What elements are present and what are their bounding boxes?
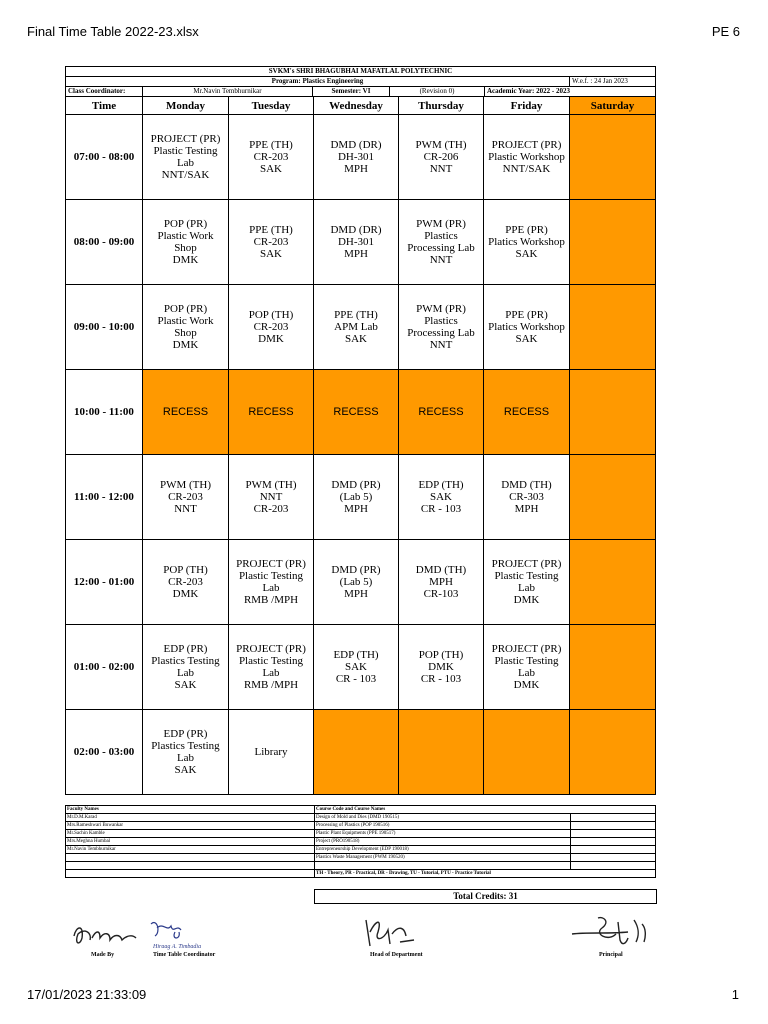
cell-text: SAK [429, 491, 452, 503]
cell-text: DMD (PR) [331, 479, 381, 491]
time-slot: 02:00 - 03:00 [66, 710, 143, 795]
table-row [66, 285, 656, 370]
cell-text: MPH [344, 248, 368, 260]
cell-text: Plastics [424, 230, 458, 242]
cell-text: PROJECT (PR) [491, 139, 562, 151]
course-name: Plastic Plant Equipments (PPE 190517) [315, 830, 571, 838]
signature-block [0, 910, 768, 970]
class-cell [484, 285, 570, 370]
cell-text: SAK [174, 764, 197, 776]
class-cell [484, 455, 570, 540]
cell-text: Platics Workshop [488, 236, 565, 248]
cell-text: Processing Lab [407, 327, 475, 339]
cell-text: Plastics [424, 315, 458, 327]
column-header-friday: Friday [484, 97, 570, 115]
class-cell [229, 455, 314, 540]
cell-text: CR - 103 [335, 673, 377, 685]
class-cell [399, 625, 484, 710]
recess-cell: RECESS [399, 370, 484, 455]
table-row [66, 115, 656, 200]
cell-text: PPE (PR) [505, 224, 548, 236]
cell-text: Lab [176, 157, 195, 169]
institute-name: SVKM's SHRI BHAGUBHAI MAFATLAL POLYTECHNIC [66, 67, 656, 77]
faculty-name: Mr.Navin Tembhurnikar [66, 846, 315, 854]
cell-text: DH-301 [337, 151, 375, 163]
coordinator-label-sig: Time Table Coordinator [153, 952, 216, 958]
class-cell [314, 200, 399, 285]
class-cell [399, 455, 484, 540]
cell-text: (Lab 5) [339, 491, 373, 503]
cell-text: Shop [174, 327, 197, 339]
cell-text: DMD (PR) [331, 564, 381, 576]
column-header-tuesday: Tuesday [229, 97, 314, 115]
cell-text: NNT [429, 339, 453, 351]
cell-text: PPE (TH) [249, 224, 293, 236]
cell-text: Plastic Testing [238, 570, 304, 582]
class-cell [399, 285, 484, 370]
cell-text: PPE (PR) [505, 309, 548, 321]
class-cell [399, 540, 484, 625]
saturday-cell [570, 200, 656, 285]
made-by-signature-icon [70, 918, 140, 950]
saturday-cell [570, 285, 656, 370]
cell-text: DMK [513, 679, 540, 691]
coordinator-signature-icon [147, 914, 227, 950]
document-filename: Final Time Table 2022-23.xlsx [27, 24, 199, 39]
cell-text: DMK [428, 661, 454, 673]
cell-text: Plastics Testing [151, 740, 220, 752]
cell-text: Library [254, 746, 288, 758]
coordinator-label: Class Coordinator: [66, 87, 143, 97]
class-cell [229, 540, 314, 625]
footer-cell [571, 838, 656, 846]
cell-text: PROJECT (PR) [150, 133, 221, 145]
class-cell [484, 625, 570, 710]
cell-text: CR-303 [509, 491, 544, 503]
cell-text: DMK [258, 333, 284, 345]
cell-text: CR-103 [423, 588, 459, 600]
course-name: Plastics Waste Management (PWM 190520) [315, 854, 571, 862]
cell-text: SAK [344, 333, 367, 345]
footer-cell [571, 822, 656, 830]
class-cell [484, 710, 570, 795]
coordinator-sig-name: Hiraag A. Timbadia [153, 944, 202, 950]
cell-text: RMB /MPH [243, 679, 299, 691]
cell-text: Shop [174, 242, 197, 254]
timetable-grid [65, 96, 656, 795]
cell-text: EDP (PR) [163, 728, 208, 740]
cell-text: DMK [172, 254, 199, 266]
class-cell [399, 710, 484, 795]
cell-text: PWM (TH) [245, 479, 297, 491]
saturday-cell [570, 625, 656, 710]
cell-text: PROJECT (PR) [491, 558, 562, 570]
class-cell [229, 285, 314, 370]
course-title: Course Code and Course Names [315, 806, 656, 814]
cell-text: DMD (DR) [330, 224, 382, 236]
course-name: Processing of Plastics (POP 190516) [315, 822, 571, 830]
cell-text: Lab [517, 667, 536, 679]
cell-text: POP (PR) [163, 303, 208, 315]
class-cell [143, 710, 229, 795]
cell-text: EDP (TH) [333, 649, 379, 661]
saturday-cell [570, 455, 656, 540]
saturday-cell [570, 540, 656, 625]
class-cell [143, 455, 229, 540]
class-cell [314, 115, 399, 200]
cell-text: Lab [262, 582, 280, 594]
footer-cell [571, 830, 656, 838]
faculty-title: Faculty Names [66, 806, 315, 814]
table-row [66, 370, 656, 455]
column-header-saturday: Saturday [570, 97, 656, 115]
footer-row [66, 838, 656, 846]
cell-text: APM Lab [334, 321, 378, 333]
header-table [65, 66, 656, 97]
cell-text: PROJECT (PR) [236, 558, 306, 570]
course-name: Project (PRO190518) [315, 838, 571, 846]
cell-text: NNT/SAK [502, 163, 551, 175]
column-header-wednesday: Wednesday [314, 97, 399, 115]
footer-row [66, 822, 656, 830]
faculty-name: Mr.D.M.Karad [66, 814, 315, 822]
cell-text: Platics Workshop [488, 321, 565, 333]
total-credits: Total Credits: 31 [314, 889, 657, 904]
cell-text: SAK [515, 333, 538, 345]
footer-section [65, 805, 655, 901]
saturday-cell [570, 115, 656, 200]
cell-text: DMD (TH) [501, 479, 552, 491]
recess-cell: RECESS [314, 370, 399, 455]
cell-text: SAK [174, 679, 197, 691]
cell-text: SAK [259, 163, 282, 175]
cell-text: Lab [262, 667, 280, 679]
print-timestamp: 17/01/2023 21:33:09 [27, 987, 147, 1002]
made-by-label: Made By [91, 952, 115, 958]
cell-text: Lab [176, 752, 195, 764]
cell-text: Plastic Work [157, 315, 214, 327]
saturday-cell [570, 710, 656, 795]
class-cell [229, 115, 314, 200]
class-cell [143, 540, 229, 625]
cell-text: CR-203 [168, 491, 203, 503]
column-header-monday: Monday [143, 97, 229, 115]
cell-text: CR-203 [253, 321, 289, 333]
table-row [66, 625, 656, 710]
class-cell [484, 540, 570, 625]
cell-text: Lab [517, 582, 536, 594]
footer-cell [571, 814, 656, 822]
footer-row [66, 870, 656, 878]
class-cell [143, 200, 229, 285]
time-slot: 10:00 - 11:00 [66, 370, 143, 455]
cell-text: PWM (PR) [416, 218, 466, 230]
footer-row [66, 806, 656, 814]
class-cell [229, 625, 314, 710]
footer-cell [571, 854, 656, 862]
class-cell [314, 540, 399, 625]
class-cell [229, 710, 314, 795]
cell-text: CR-203 [253, 236, 289, 248]
cell-text: CR-203 [253, 151, 289, 163]
faculty-name [66, 854, 315, 862]
cell-text: NNT [429, 163, 453, 175]
cell-text: Plastic Testing [494, 655, 559, 667]
class-cell [484, 200, 570, 285]
cell-text: MPH [344, 163, 368, 175]
cell-text: Plastics Testing [151, 655, 220, 667]
academic-year: Academic Year: 2022 - 2023 [485, 87, 656, 97]
cell-text: Processing Lab [407, 242, 475, 254]
course-name: Entrepreneurship Development (EDP 190018) [315, 846, 571, 854]
page-label: PE 6 [711, 24, 740, 39]
cell-text: PWM (PR) [416, 303, 466, 315]
footer-cell [315, 862, 571, 870]
cell-text: CR-203 [253, 503, 289, 515]
cell-text: Lab [176, 667, 195, 679]
cell-text: MPH [344, 503, 368, 515]
cell-text: MPH [429, 576, 453, 588]
cell-text: DMK [172, 588, 199, 600]
footer-cell [571, 862, 656, 870]
cell-text: EDP (TH) [418, 479, 464, 491]
cell-text: NNT [429, 254, 453, 266]
course-faculty-table [65, 805, 656, 878]
footer-row [66, 854, 656, 862]
cell-text: NNT [174, 503, 197, 515]
cell-text: PPE (TH) [334, 309, 378, 321]
page-number: 1 [731, 987, 739, 1002]
cell-text: Plastic Workshop [488, 151, 565, 163]
table-row [66, 540, 656, 625]
cell-text: CR-206 [423, 151, 459, 163]
time-slot: 08:00 - 09:00 [66, 200, 143, 285]
column-header-thursday: Thursday [399, 97, 484, 115]
column-header-time: Time [66, 97, 143, 115]
hod-signature-icon [360, 912, 420, 950]
cell-text: NNT [259, 491, 283, 503]
recess-cell: RECESS [143, 370, 229, 455]
program-name: Program: Plastics Engineering [66, 77, 570, 87]
time-slot: 09:00 - 10:00 [66, 285, 143, 370]
footer-row [66, 846, 656, 854]
cell-text: Plastic Testing [238, 655, 304, 667]
footer-row [66, 830, 656, 838]
cell-text: PPE (TH) [249, 139, 293, 151]
footer-cell [66, 862, 315, 870]
cell-text: DMD (TH) [415, 564, 467, 576]
cell-text: MPH [344, 588, 368, 600]
class-cell [399, 115, 484, 200]
cell-text: EDP (PR) [163, 643, 208, 655]
cell-text: POP (TH) [163, 564, 208, 576]
table-row [66, 200, 656, 285]
class-cell [143, 625, 229, 710]
footer-row [66, 862, 656, 870]
cell-text: SAK [259, 248, 282, 260]
cell-text: CR - 103 [420, 673, 462, 685]
saturday-cell [570, 370, 656, 455]
class-cell [314, 285, 399, 370]
cell-text: Plastic Testing [494, 570, 559, 582]
cell-text: CR-203 [168, 576, 203, 588]
revision: (Revision 0) [390, 87, 485, 97]
cell-text: Plastic Work [157, 230, 214, 242]
cell-text: PWM (TH) [159, 479, 212, 491]
faculty-name: Mrs.Meghna Humbal [66, 838, 315, 846]
course-name: Design of Mold and Dies (DMD 190515) [315, 814, 571, 822]
recess-cell: RECESS [484, 370, 570, 455]
coordinator-name: Mr.Navin Tembhurnikar [143, 87, 313, 97]
legend: TH - Theory, PR - Practical, DR - Drawing, TU - Tutorial, PTU - Practice Tutorial [315, 870, 656, 878]
class-cell [399, 200, 484, 285]
footer-cell [571, 846, 656, 854]
time-slot: 07:00 - 08:00 [66, 115, 143, 200]
faculty-name: Mr.Sachin Kamble [66, 830, 315, 838]
class-cell [314, 625, 399, 710]
hod-label: Head of Department [370, 952, 423, 958]
cell-text: NNT/SAK [161, 169, 210, 181]
cell-text: DMD (DR) [330, 139, 382, 151]
cell-text: POP (PR) [163, 218, 208, 230]
cell-text: POP (TH) [418, 649, 464, 661]
cell-text: DH-301 [337, 236, 375, 248]
recess-cell: RECESS [229, 370, 314, 455]
semester: Semester: VI [313, 87, 390, 97]
cell-text: (Lab 5) [339, 576, 373, 588]
time-slot: 01:00 - 02:00 [66, 625, 143, 710]
faculty-name: Mrs.Rameshwari Buwankar [66, 822, 315, 830]
cell-text: CR - 103 [420, 503, 462, 515]
footer-cell [66, 870, 315, 878]
class-cell [314, 455, 399, 540]
cell-text: PROJECT (PR) [236, 643, 306, 655]
cell-text: POP (TH) [248, 309, 294, 321]
class-cell [484, 115, 570, 200]
class-cell [143, 115, 229, 200]
cell-text: DMK [513, 594, 540, 606]
timetable-sheet [65, 66, 655, 795]
cell-text: SAK [344, 661, 367, 673]
cell-text: MPH [514, 503, 539, 515]
cell-text: SAK [515, 248, 538, 260]
footer-row [66, 814, 656, 822]
principal-signature-icon [568, 912, 658, 950]
cell-text: Plastic Testing [153, 145, 218, 157]
table-row [66, 455, 656, 540]
time-slot: 11:00 - 12:00 [66, 455, 143, 540]
class-cell [229, 200, 314, 285]
principal-label: Principal [599, 952, 623, 958]
wef-date: W.e.f. : 24 Jan 2023 [570, 77, 656, 87]
class-cell [314, 710, 399, 795]
table-row [66, 710, 656, 795]
cell-text: PROJECT (PR) [491, 643, 562, 655]
cell-text: PWM (TH) [415, 139, 467, 151]
cell-text: RMB /MPH [243, 594, 299, 606]
time-slot: 12:00 - 01:00 [66, 540, 143, 625]
cell-text: DMK [172, 339, 199, 351]
class-cell [143, 285, 229, 370]
